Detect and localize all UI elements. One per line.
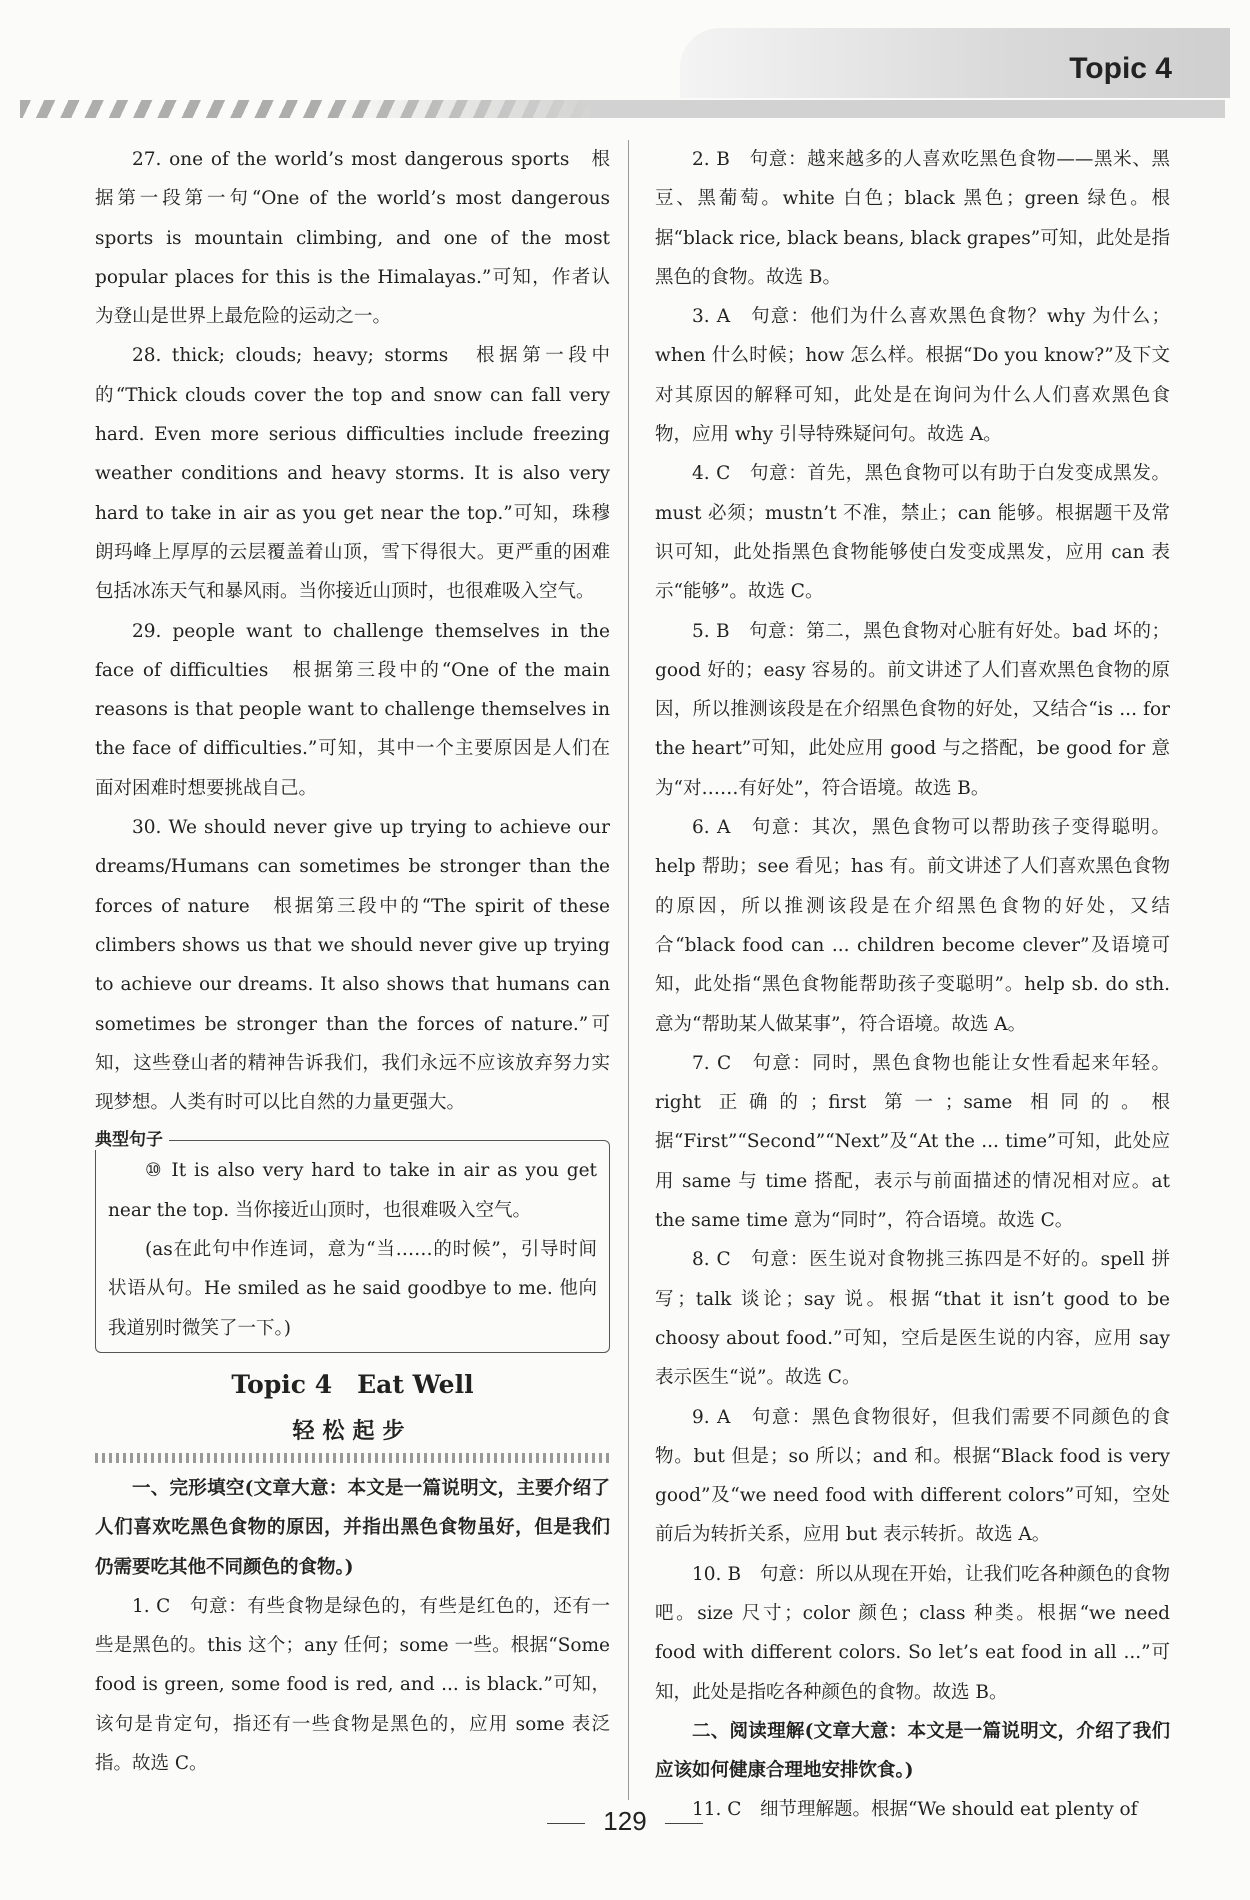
typical-sentence-box [95,1130,610,1352]
page-number [0,1806,1250,1837]
right-column [655,140,1170,1830]
answer-6: 6. A 句意：其次，黑色食物可以帮助孩子变得聪明。help 帮助；see 看见；has 有。前文讲述了人们喜欢黑色食物的原因，所以推测该段是在介绍黑色食物的好处，又结合“black food can ... children become clever”及语境可知，此处指“黑色食物能帮助孩子变聪明”。help sb. do sth. 意为“帮助某人做某事”，符合语境。故选 A。 [655,817,1170,1035]
answer-7: 7. C 句意：同时，黑色食物也能让女性看起来年轻。right 正确的；first 第一；same 相同的。根据“First”“Second”“Next”及“At the ... time”可知，此处应用 same 与 time 搭配，表示与前面描述的情况相对应。at the same time 意为“同时”，符合语境。故选 C。 [655,1052,1170,1232]
typical-sentence: ⑩ It is also very hard to take in air as you get near the top. 当你接近山顶时，也很难吸入空气。 [108,1160,597,1221]
column-divider [628,140,629,1800]
answer-10: 10. B 句意：所以从现在开始，让我们吃各种颜色的食物吧。size 尺寸；color 颜色；class 种类。根据“we need food with different colors. So let’s eat food in all ...”可知，此处是指吃各种颜色的食物。故选 B。 [655,1563,1170,1703]
section-subhead: 轻松起步 [292,1417,413,1444]
answer-5: 5. B 句意：第二，黑色食物对心脏有好处。bad 坏的；good 好的；easy 容易的。前文讲述了人们喜欢黑色食物的原因，所以推测该段是在介绍黑色食物的好处，又结合“is ... for the heart”可知，此处应用 good 与之搭配，be good for 意为“对……有好处”，符合语境。故选 B。 [655,620,1170,799]
header-stripe-divider [20,100,1225,118]
left-column [95,140,610,1783]
page-number-dash-left [547,1823,585,1824]
answer-29: 29. people want to challenge themselves in the face of difficulties 根据第三段中的“One of the main reasons is that people want to challenge themselves in the face of difficulties.”可知，其中一个主要原因是人们在面对困难时想要挑战自己。 [95,620,610,799]
answer-27: 27. one of the world’s most dangerous sports 根据第一段第一句“One of the world’s most dangerous sports is mountain climbing, and one of the most popular places for this is the Himalayas.”可知，作者认为登山是世界上最危险的运动之一。 [95,149,610,328]
answer-1: 1. C 句意：有些食物是绿色的，有些是红色的，还有一些是黑色的。this 这个；any 任何；some 一些。根据“Some food is green, some food is red, and ... is black.”可知，该句是肯定句，指还有一些食物是黑色的，应用 some 表泛指。故选 C。 [95,1595,610,1774]
answer-11: 11. C 细节理解题。根据“We should eat plenty of [692,1799,1138,1821]
answer-4: 4. C 句意：首先，黑色食物可以有助于白发变成黑发。must 必须；mustn’t 不准，禁止；can 能够。根据题干及常识可知，此处指黑色食物能够使白发变成黑发，应用 can 表示“能够”。故选 C。 [655,463,1170,603]
answer-28: 28. thick; clouds; heavy; storms 根据第一段中的“Thick clouds cover the top and snow can fall very hard. Even more serious difficulties include freezing weather conditions and heavy storms. It is also very hard to take in air as you get near the top.”可知，珠穆朗玛峰上厚厚的云层覆盖着山顶，雪下得很大。更严重的困难包括冰冻天气和暴风雨。当你接近山顶时，也很难吸入空气。 [95,345,610,603]
page-number-dash-right [665,1823,703,1824]
page-number-text: 129 [603,1806,647,1836]
typical-sentence-note: (as在此句中作连词，意为“当……的时候”，引导时间状语从句。He smiled as he said goodbye to me. 他向我道别时微笑了一下。) [108,1239,597,1339]
answer-2: 2. B 句意：越来越多的人喜欢吃黑色食物——黑米、黑豆、黑葡萄。white 白色；black 黑色；green 绿色。根据“black rice, black beans, black grapes”可知，此处是指黑色的食物。故选 B。 [655,149,1170,288]
topic-title: Topic 4 Eat Well [231,1369,474,1399]
answer-3: 3. A 句意：他们为什么喜欢黑色食物？why 为什么；when 什么时候；how 怎么样。根据“Do you know?”及下文对其原因的解释可知，此处是在询问为什么人们喜欢黑色食物，应用 why 引导特殊疑问句。故选 A。 [655,306,1170,446]
section-2-heading: 二、阅读理解(文章大意：本文是一篇说明文，介绍了我们应该如何健康合理地安排饮食。) [655,1720,1170,1782]
section-1-heading: 一、完形填空(文章大意：本文是一篇说明文，主要介绍了人们喜欢吃黑色食物的原因，并指出黑色食物虽好，但是我们仍需要吃其他不同颜色的食物。) [95,1477,610,1578]
answer-8: 8. C 句意：医生说对食物挑三拣四是不好的。spell 拼写；talk 谈论；say 说。根据“that it isn’t good to be choosy about food.”可知，空后是医生说的内容，应用 say 表示医生“说”。故选 C。 [655,1249,1170,1389]
header-topic-label: Topic 4 [1069,52,1172,85]
answer-30: 30. We should never give up trying to achieve our dreams/Humans can sometimes be stronger than the forces of nature 根据第三段中的“The spirit of these climbers shows us that we should never give up trying to achieve our dreams. It also shows that humans can sometimes be stronger than the forces of nature.”可知，这些登山者的精神告诉我们，我们永远不应该放弃努力实现梦想。人类有时可以比自然的力量更强大。 [95,817,610,1114]
answer-9: 9. A 句意：黑色食物很好，但我们需要不同颜色的食物。but 但是；so 所以；and 和。根据“Black food is very good”及“we need food with different colors”可知，空处前后为转折关系，应用 but 表示转折。故选 A。 [655,1406,1170,1546]
subhead-divider [95,1453,610,1463]
typical-sentence-tag: 典型句子 [95,1130,169,1150]
